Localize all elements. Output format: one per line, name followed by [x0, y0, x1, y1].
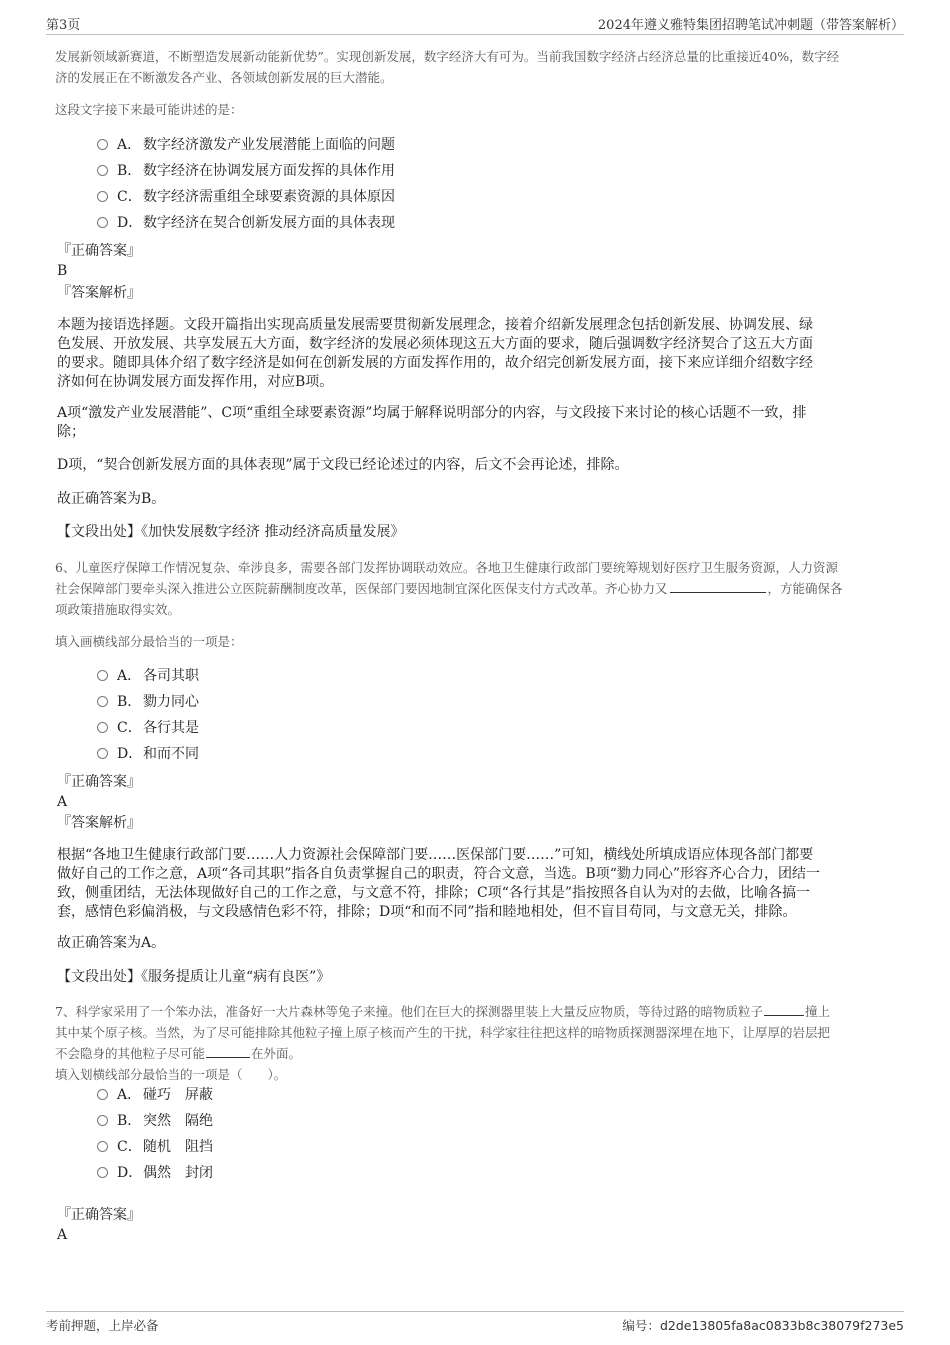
q5-option-a[interactable]: A． 数字经济激发产业发展潜能上面临的问题 — [97, 133, 395, 157]
q5-passage — [55, 46, 905, 88]
q7-option-d[interactable]: D．偶然 封闭 — [97, 1161, 213, 1185]
q7-answer-label: 『正确答案』 — [57, 1207, 141, 1223]
q5-prompt: 这段文字接下来最可能讲述的是： — [55, 102, 243, 117]
fill-blank — [670, 579, 766, 593]
q6-analysis-p1: 根据“各地卫生健康行政部门要……人力资源社会保障部门要……医保部门要……”可知，横线处所填成语应体现各部门都要 做好自己的工作之意，A项“各司其职”指各自负责掌握自己的职责，符合文意，当选。B项“勠力同心”形容齐心合力，团结一 致，侧重团结，无法体现做好自己的工作之意，与文意不符，排除；C项“各行其是”指按照各自认为对的去做，比喻各搞一 套，感情色彩偏消极，与文段感情色彩不符，排除；D项“和而不同”指和睦地相处，但不盲目苟同，与文意无关，排除。 — [57, 847, 821, 920]
q7-option-c[interactable]: C．随机 阻挡 — [97, 1135, 213, 1159]
q6-option-b[interactable]: B． 勠力同心 — [97, 690, 199, 714]
q5-analysis-p1: 本题为接语选择题。文段开篇指出实现高质量发展需要贯彻新发展理念，接着介绍新发展理念包括创新发展、协调发展、绿 色发展、开放发展、共享发展五大方面，数字经济的发展必须体现这五大方面的要求，随后强调数字经济契合了这五大方面 的要求。随即具体介绍了数字经济是如何在创新发展的方面发挥作用的，故介绍完创新发展方面，接下来应详细介绍数字经 济如何在协调发展方面发挥作用，对应B项。 — [57, 317, 813, 390]
q5-analysis-label: 『答案解析』 — [57, 285, 141, 301]
radio-icon[interactable] — [97, 670, 108, 681]
document-title: 2024年遵义雅特集团招聘笔试冲刺题（带答案解析） — [597, 18, 904, 33]
q6-options — [97, 664, 199, 766]
fill-blank — [206, 1044, 250, 1058]
radio-icon[interactable] — [97, 165, 108, 176]
page-header — [46, 14, 904, 35]
q5-passage-line: 济的发展正在不断激发各产业、各领域创新发展的巨大潜能。 — [55, 70, 393, 85]
q6-analysis-p2: 故正确答案为A。 — [57, 935, 166, 951]
q7-options — [97, 1083, 213, 1185]
q6-answer-label: 『正确答案』 — [57, 774, 141, 790]
q5-source: 【文段出处】《加快发展数字经济 推动经济高质量发展》 — [57, 524, 405, 540]
document-code: 编号：d2de13805fa8ac0833b8c38079f273e5 — [622, 1318, 904, 1333]
q6-answer: A — [57, 794, 68, 810]
q6-option-d[interactable]: D．和而不同 — [97, 742, 199, 766]
q5-answer: B — [57, 263, 68, 279]
q5-analysis-p2: A项“激发产业发展潜能”、C项“重组全球要素资源”均属于解释说明部分的内容，与文段接下来讨论的核心话题不一致，排 除； — [57, 405, 807, 440]
radio-icon[interactable] — [97, 1167, 108, 1178]
q5-options — [97, 133, 395, 235]
q6-passage: 6、儿童医疗保障工作情况复杂、牵涉良多，需要各部门发挥协调联动效应。各地卫生健康行政部门要统筹规划好医疗卫生服务资源，人力资源 社会保障部门要牵头深入推进公立医院薪酬制度改革，医保部门要因地制宜深化医保支付方式改革。齐心协力又 ，方能确保各 项政策措施取得实效。 — [55, 560, 843, 617]
q7-option-b[interactable]: B． 突然 隔绝 — [97, 1109, 213, 1133]
q6-prompt: 填入画横线部分最恰当的一项是： — [55, 634, 243, 649]
q5-answer-label: 『正确答案』 — [57, 243, 141, 259]
q6-option-a[interactable]: A． 各司其职 — [97, 664, 199, 688]
footer-slogan: 考前押题，上岸必备 — [46, 1318, 159, 1333]
radio-icon[interactable] — [97, 722, 108, 733]
q5-analysis-p4: 故正确答案为B。 — [57, 491, 166, 507]
q7-option-a[interactable]: A． 碰巧 屏蔽 — [97, 1083, 213, 1107]
q7-prompt: 填入划横线部分最恰当的一项是（ ）。 — [55, 1067, 287, 1082]
q5-analysis-p3: D项，“契合创新发展方面的具体表现”属于文段已经论述过的内容，后文不会再论述，排除。 — [57, 457, 629, 473]
page-number: 第3页 — [46, 18, 81, 33]
radio-icon[interactable] — [97, 696, 108, 707]
page-footer — [46, 1311, 904, 1335]
q6-option-c[interactable]: C．各行其是 — [97, 716, 199, 740]
radio-icon[interactable] — [97, 1089, 108, 1100]
radio-icon[interactable] — [97, 191, 108, 202]
q5-passage-line: 发展新领域新赛道，不断塑造发展新动能新优势”。实现创新发展，数字经济大有可为。当前我国数字经济占经济总量的比重接近40%，数字经 — [55, 49, 840, 64]
q5-option-c[interactable]: C．数字经济需重组全球要素资源的具体原因 — [97, 185, 395, 209]
q7-passage: 7、科学家采用了一个笨办法，准备好一大片森林等兔子来撞。他们在巨大的探测器里装上大量反应物质，等待过路的暗物质粒子 撞上 其中某个原子核。当然，为了尽可能排除其他粒子撞上原子核而产生的干扰，科学家往往把这样的暗物质探测器深埋在地下，让厚厚的岩层把 不会隐身的其他粒子尽可能 在外面。 填入划横线部分最恰当的一项是（ ）。 — [55, 1001, 905, 1085]
q5-option-d[interactable]: D．数字经济在契合创新发展方面的具体表现 — [97, 211, 395, 235]
radio-icon[interactable] — [97, 139, 108, 150]
radio-icon[interactable] — [97, 1115, 108, 1126]
radio-icon[interactable] — [97, 1141, 108, 1152]
q7-answer: A — [57, 1227, 68, 1243]
radio-icon[interactable] — [97, 748, 108, 759]
q6-analysis-label: 『答案解析』 — [57, 815, 141, 831]
radio-icon[interactable] — [97, 217, 108, 228]
q5-option-b[interactable]: B． 数字经济在协调发展方面发挥的具体作用 — [97, 159, 395, 183]
q6-source: 【文段出处】《服务提质让儿童“病有良医”》 — [57, 969, 331, 985]
fill-blank — [764, 1002, 804, 1016]
